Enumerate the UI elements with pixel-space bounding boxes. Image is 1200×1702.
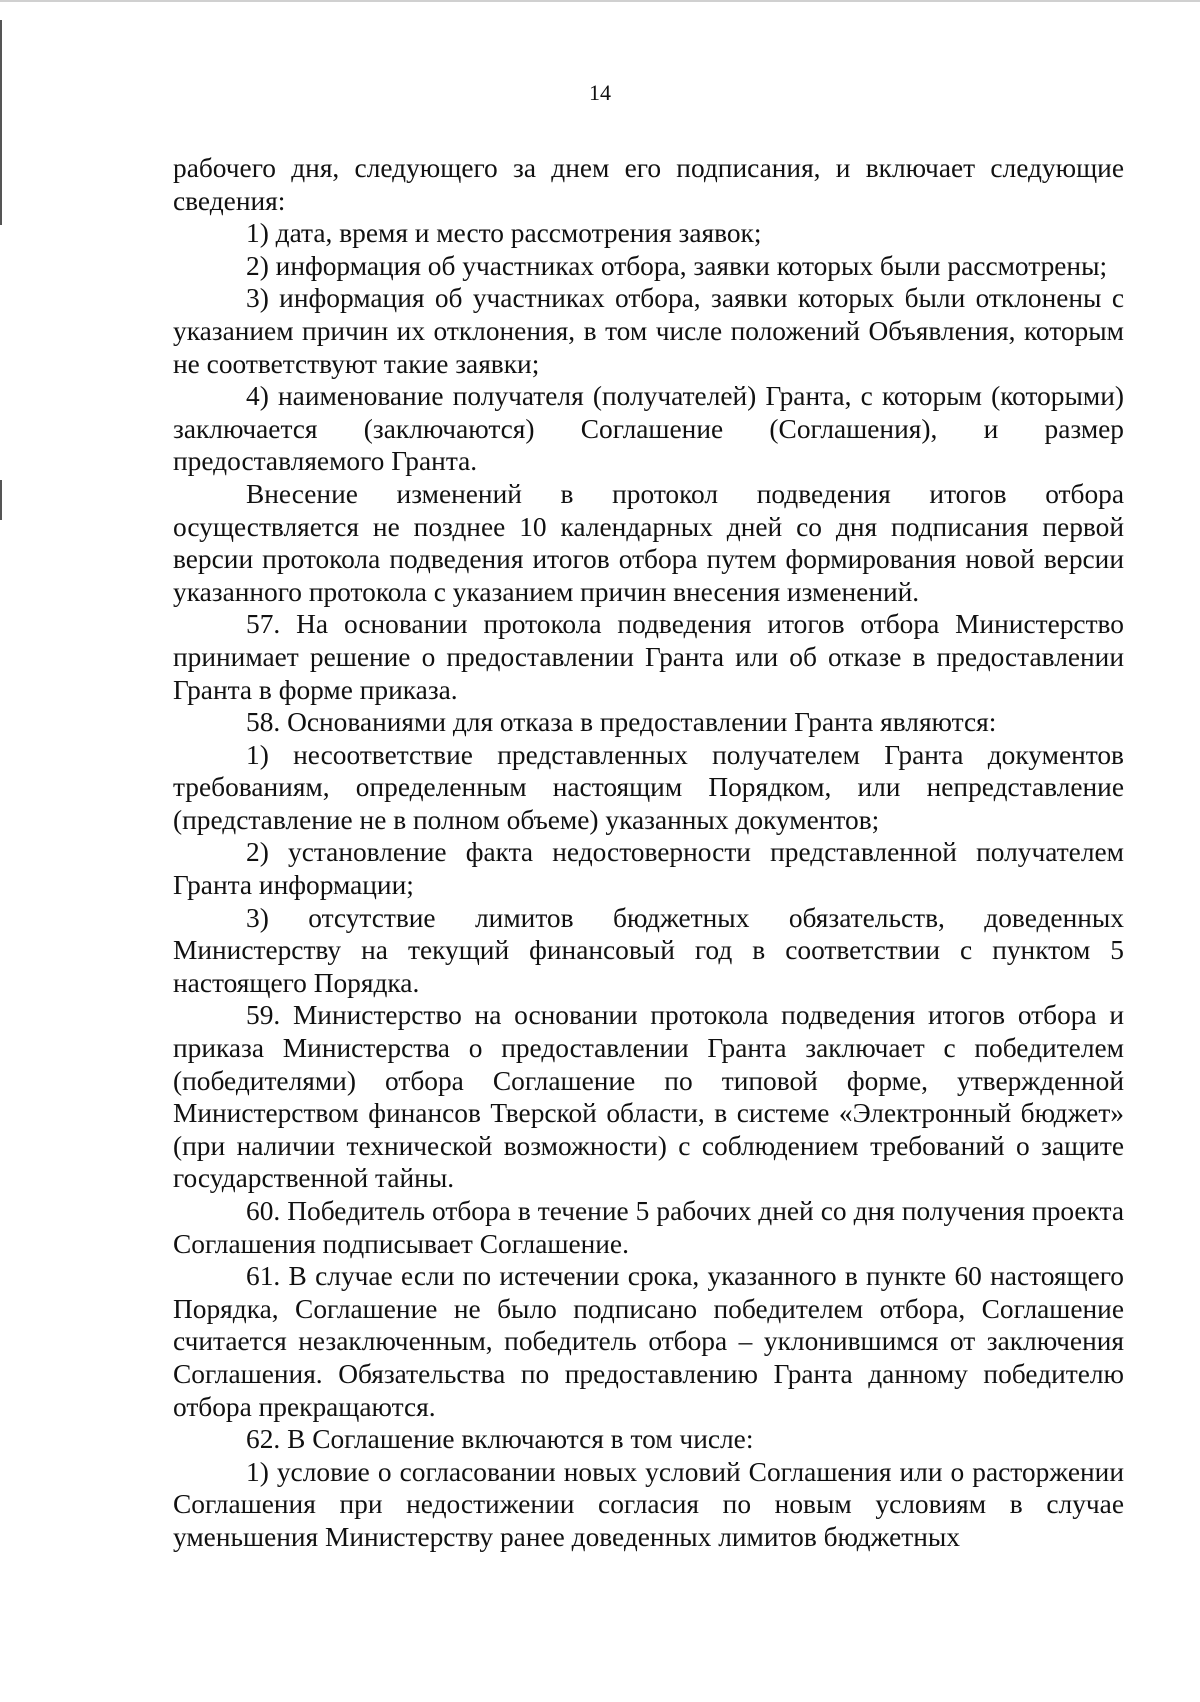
paragraph: 60. Победитель отбора в течение 5 рабочих дней со дня получения проекта Соглашения подписывает Соглашение.	[173, 1196, 1124, 1259]
paragraph: 1) условие о согласовании новых условий Соглашения или о расторжении Соглашения при недостижении согласия по новым условиям в случае уменьшения Министерству ранее доведенных лимитов бюджетных	[173, 1456, 1124, 1552]
paragraph: 2) информация об участниках отбора, заявки которых были рассмотрены;	[246, 250, 1108, 281]
scan-edge-left	[0, 20, 2, 225]
paragraph: 59. Министерство на основании протокола подведения итогов отбора и приказа Министерства о предоставлении Гранта заключает с победителем (победителями) отбора Соглашение по типовой форме, утвержденной Министерством финансов Тверской области, в системе «Электронный бюджет» (при наличии технической возможности) с соблюдением требований о защите государственной тайны.	[173, 1000, 1124, 1194]
page-number: 14	[589, 80, 611, 105]
paragraph: 2) установление факта недостоверности представленной получателем Гранта информации;	[173, 837, 1124, 901]
paragraph: 62. В Соглашение включаются в том числе:	[246, 1424, 754, 1455]
scan-edge-top	[0, 0, 1200, 2]
paragraph: 1) дата, время и место рассмотрения заявок;	[246, 218, 762, 249]
paragraph: 57. На основании протокола подведения итогов отбора Министерство принимает решение о предоставлении Гранта или об отказе в предоставлении Гранта в форме приказа.	[173, 609, 1124, 705]
paragraph: рабочего дня, следующего за днем его подписания, и включает следующие сведения:	[173, 153, 1124, 216]
paragraph: 61. В случае если по истечении срока, указанного в пункте 60 настоящего Порядка, Соглашение не было подписано победителем отбора, Соглашение считается незаключенным, победитель отбора – уклонившимся от заключения Соглашения. Обязательства по предоставлению Гранта данному победителю отбора прекращаются.	[173, 1261, 1124, 1422]
paragraph: 3) отсутствие лимитов бюджетных обязательств, доведенных Министерству на текущий финансовый год в соответствии с пунктом 5 настоящего Порядка.	[173, 902, 1124, 998]
paragraph: 1) несоответствие представленных получателем Гранта документов требованиям, определенным настоящим Порядком, или непредставление (представление не в полном объеме) указанных документов;	[173, 739, 1124, 835]
paragraph: Внесение изменений в протокол подведения итогов отбора осуществляется не позднее 10 календарных дней со дня подписания первой версии протокола подведения итогов отбора путем формирования новой версии указанного протокола с указанием причин внесения изменений.	[173, 478, 1124, 607]
scan-edge-left-mark	[0, 480, 2, 520]
paragraph: 4) наименование получателя (получателей) Гранта, с которым (которыми) заключается (заключаются) Соглашение (Соглашения), и размер предоставляемого Гранта.	[173, 381, 1124, 477]
document-body	[173, 152, 1124, 1554]
paragraph: 3) информация об участниках отбора, заявки которых были отклонены с указанием причин их отклонения, в том числе положений Объявления, которым не соответствуют такие заявки;	[173, 283, 1124, 379]
paragraph: 58. Основаниями для отказа в предоставлении Гранта являются:	[246, 707, 997, 738]
